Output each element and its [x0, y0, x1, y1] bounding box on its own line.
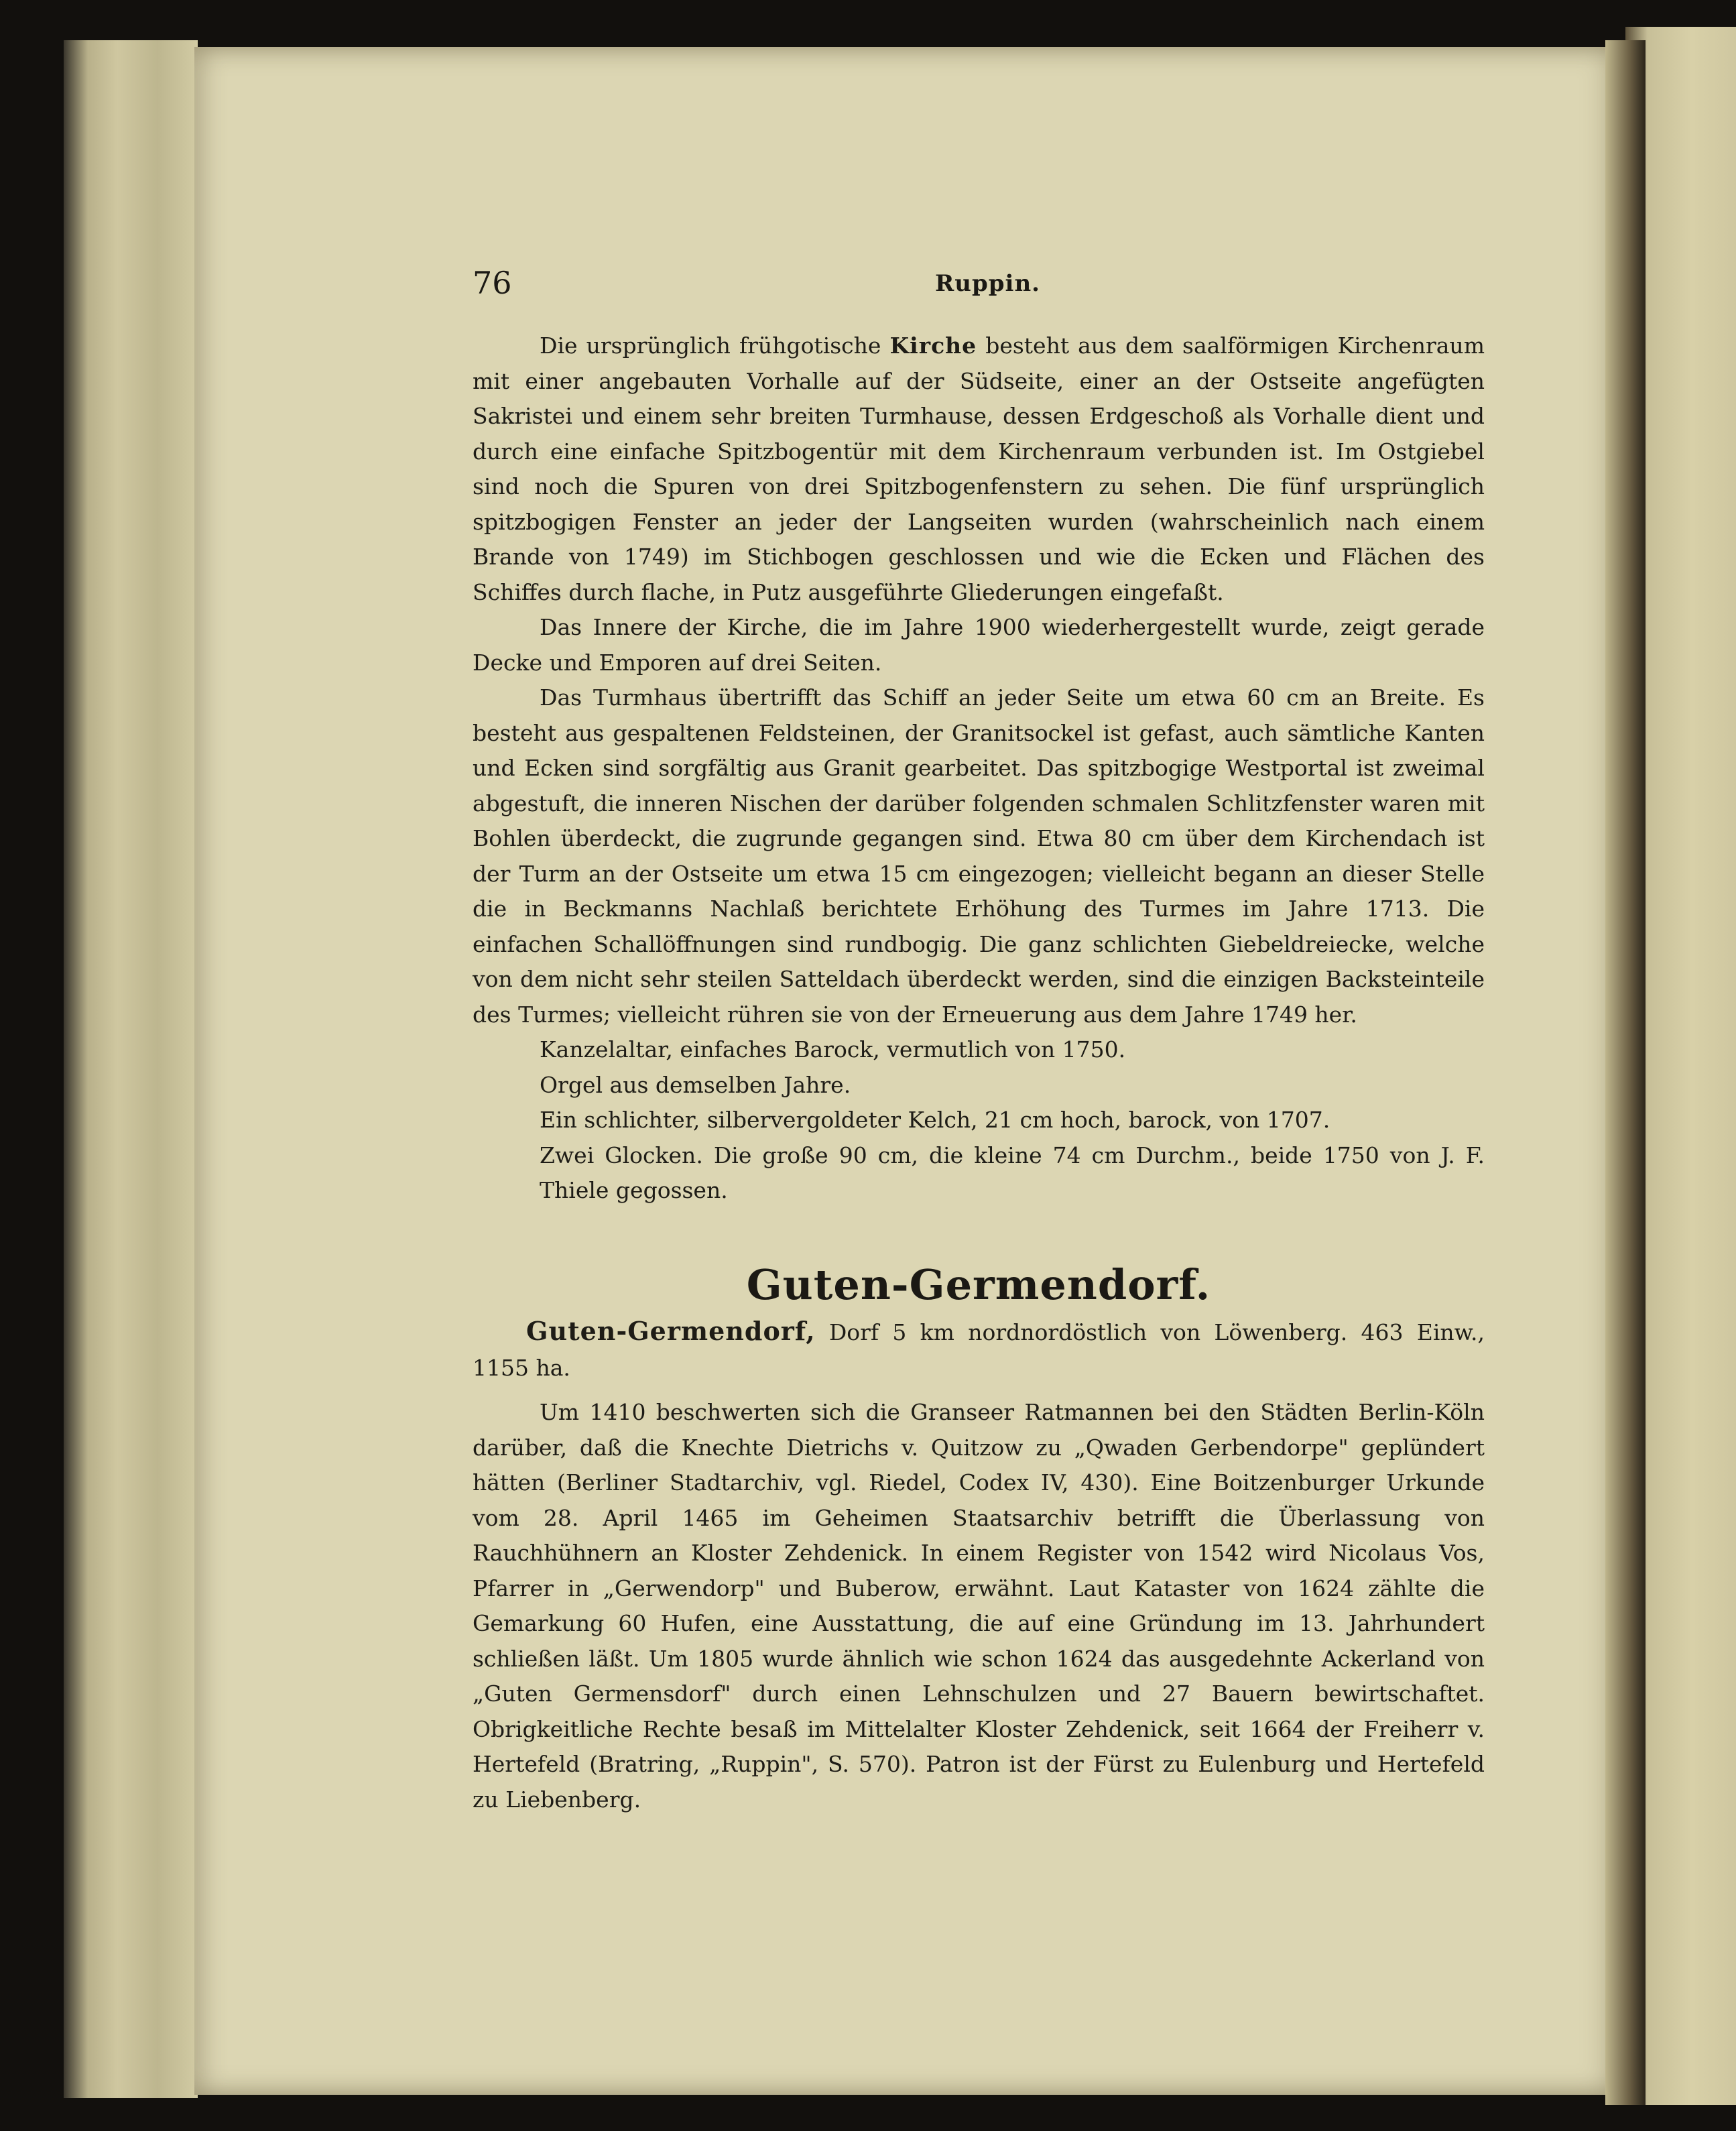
village-name: Guten-Germendorf,	[526, 1316, 816, 1346]
village-history: Um 1410 beschwerten sich die Granseer Ratmannen bei den Städten Berlin-Köln darüber, daß die Knechte Dietrichs v. Quitzow zu „Qwaden Gerbendorpe" geplündert hätten (Berliner Stadtarchiv, vgl. Riedel, Codex IV, 430). Eine Boitzenburger Urkunde vom 28. April 1465 im Geheimen Staatsarchiv betrifft die Überlassung von Rauchhühnern an Kloster Zehdenick. In einem Register von 1542 wird Nicolaus Vos, Pfarrer in „Gerwendorp" und Buberow, erwähnt. Laut Kataster von 1624 zählte die Gemarkung 60 Hufen, eine Ausstattung, die auf eine Gründung im 13. Jahrhundert schließen läßt. Um 1805 wurde ähnlich wie schon 1624 das ausgedehnte Ackerland von „Guten Germensdorf" durch einen Lehnschulzen und 27 Bauern bewirtschaftet. Obrigkeitliche Rechte besaß im Mittelalter Kloster Zehdenick, seit 1664 der Freiherr v. Hertefeld (Bratring, „Ruppin", S. 570). Patron ist der Fürst zu Eulenburg und Hertefeld zu Liebenberg.	[473, 1399, 1485, 1813]
village-description	[473, 1314, 1485, 1817]
book-page-edges-left	[64, 40, 198, 2098]
item-organ: Orgel aus demselben Jahre.	[540, 1071, 851, 1098]
running-title: Ruppin.	[935, 270, 1040, 297]
paragraph-interior: Das Innere der Kirche, die im Jahre 1900 wiederhergestellt wurde, zeigt gerade Decke und Emporen auf drei Seiten.	[473, 614, 1485, 676]
page-header	[473, 265, 1040, 305]
paragraph-tower: Das Turmhaus übertrifft das Schiff an jeder Seite um etwa 60 cm an Breite. Es besteht aus gespaltenen Feldsteinen, der Granitsockel ist gefast, auch sämtliche Kanten und Ecken sind sorgfältig aus Granit gearbeitet. Das spitzbogige Westportal ist zweimal abgestuft, die inneren Nischen der darüber folgenden schmalen Schlitzfenster waren mit Bohlen überdeckt, die zugrunde gegangen sind. Etwa 80 cm über dem Kirchendach ist der Turm an der Ostseite um etwa 15 cm eingezogen; vielleicht begann an dieser Stelle die in Beckmanns Nachlaß berichtete Erhöhung des Turmes im Jahre 1713. Die einfachen Schallöffnungen sind rundbogig. Die ganz schlichten Giebeldreiecke, welche von dem nicht sehr steilen Satteldach überdeckt werden, sind die einzigen Backsteinteile des Turmes; vielleicht rühren sie von der Erneuerung aus dem Jahre 1749 her.	[473, 684, 1485, 1028]
village-entry: Guten-Germendorf, Dorf 5 km nordnordöstlich von Löwenberg. 463 Einw., 1155 ha.	[473, 1316, 1485, 1381]
section-heading: Guten-Germendorf.	[746, 1260, 1211, 1309]
church-description	[473, 328, 1485, 1209]
page-number: 76	[473, 265, 512, 301]
keyword-kirche: Kirche	[889, 332, 977, 359]
item-chalice: Ein schlichter, silbervergoldeter Kelch, 21 cm hoch, barock, von 1707.	[540, 1107, 1330, 1133]
item-bells: Zwei Glocken. Die große 90 cm, die kleine 74 cm Durchm., beide 1750 von J. F. Thiele gegossen.	[540, 1142, 1485, 1203]
book-gutter	[1605, 40, 1646, 2105]
item-pulpit-altar: Kanzelaltar, einfaches Barock, vermutlich von 1750.	[540, 1036, 1126, 1062]
paragraph-kirche: Die ursprünglich frühgotische Kirche besteht aus dem saalförmigen Kirchenraum mit einer angebauten Vorhalle auf der Südseite, einer an der Ostseite angefügten Sakristei und einem sehr breiten Turmhause, dessen Erdgeschoß als Vorhalle dient und durch eine einfache Spitzbogentür mit dem Kirchenraum verbunden ist. Im Ostgiebel sind noch die Spuren von drei Spitzbogenfenstern zu sehen. Die fünf ursprünglich spitzbogigen Fenster an jeder der Langseiten wurden (wahrscheinlich nach einem Brande von 1749) im Stichbogen geschlossen und wie die Ecken und Flächen des Schiffes durch flache, in Putz ausgeführte Gliederungen eingefaßt.	[473, 332, 1485, 605]
